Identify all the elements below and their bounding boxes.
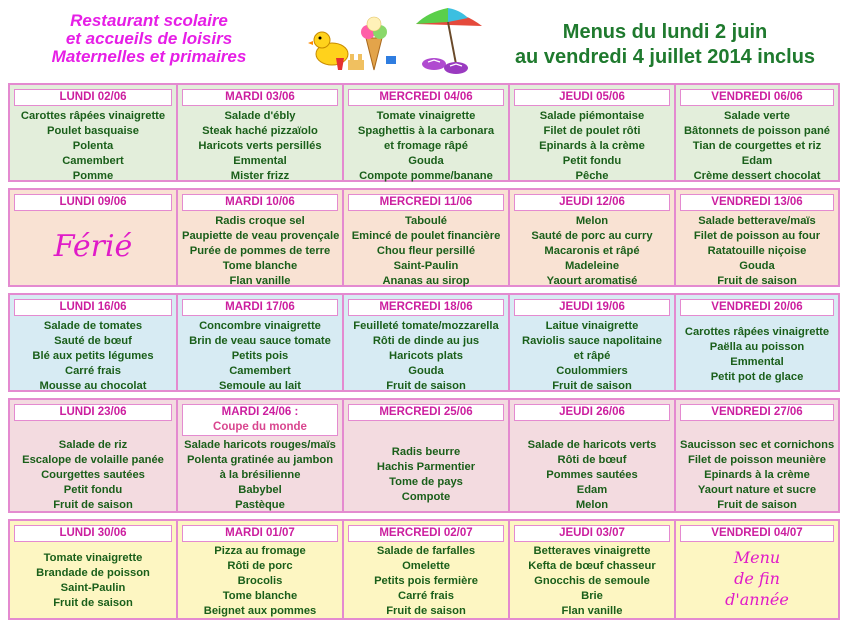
dish: Epinards à la crème <box>704 469 810 481</box>
day-header-label: MARDI 24/06 : <box>221 406 299 418</box>
day-cell <box>176 521 342 618</box>
special-line: d'année <box>725 590 789 609</box>
dish: Feuilleté tomate/mozzarella <box>353 320 499 332</box>
day-cell <box>342 400 508 511</box>
day-header: VENDREDI 06/06 <box>680 89 834 106</box>
dish: Yaourt nature et sucre <box>697 484 817 496</box>
week-row <box>8 188 840 287</box>
dish: Filet de poisson au four <box>693 230 821 242</box>
day-header: MARDI 01/07 <box>182 525 338 542</box>
day-header: VENDREDI 20/06 <box>680 299 834 316</box>
dish: Polenta <box>72 140 114 152</box>
day-cell <box>10 521 176 618</box>
dish: Mousse au chocolat <box>39 380 147 392</box>
dish: Coulommiers <box>556 365 628 377</box>
week-row <box>8 293 840 392</box>
day-header: MERCREDI 25/06 <box>348 404 504 421</box>
dish: Pommes sautées <box>546 469 638 481</box>
week-row <box>8 398 840 513</box>
dish: Carré frais <box>65 365 121 377</box>
dish-list <box>514 109 670 184</box>
end-of-year-menu-label <box>676 547 838 610</box>
day-cell <box>508 85 674 180</box>
dish: Radis croque sel <box>215 215 305 227</box>
dish: Flan vanille <box>229 275 291 287</box>
dish: Compote <box>401 491 451 503</box>
dish: Gnocchis de semoule <box>534 575 650 587</box>
day-header: LUNDI 02/06 <box>14 89 172 106</box>
special-line: Menu <box>733 548 781 567</box>
dish: Haricots plats <box>389 350 463 362</box>
dish: Petits pois <box>231 350 289 362</box>
day-header: JEUDI 12/06 <box>514 194 670 211</box>
dish: Saint-Paulin <box>393 260 459 272</box>
parasol-icon <box>416 8 482 64</box>
dish: Brin de veau sauce tomate <box>189 335 331 347</box>
dish: Salade betterave/maïs <box>698 215 816 227</box>
holiday-label: Férié <box>53 229 133 264</box>
dish: Paupiette de veau provençale <box>182 230 340 242</box>
dish: Salade d'ébly <box>224 110 296 122</box>
dish: Salade de riz <box>58 439 128 451</box>
dish: Fruit de saison <box>717 275 797 287</box>
dish: Fruit de saison <box>386 605 466 617</box>
dish: Hachis Parmentier <box>376 461 476 473</box>
dish: Fruit de saison <box>552 380 632 392</box>
dish: Poulet basquaise <box>46 125 139 137</box>
dish: Raviolis sauce napolitaine <box>522 335 662 347</box>
summer-clipart-icon <box>308 4 488 76</box>
dish: Brocolis <box>237 575 283 587</box>
school-title-line: Maternelles et primaires <box>51 47 247 66</box>
dish: Flan vanille <box>561 605 623 617</box>
dish: Betteraves vinaigrette <box>533 545 651 557</box>
school-title-line: Restaurant scolaire <box>70 11 228 30</box>
dish: Compote pomme/banane <box>359 170 493 182</box>
day-header: JEUDI 05/06 <box>514 89 670 106</box>
dish-list <box>680 325 834 385</box>
dish-list <box>514 544 670 619</box>
dish: Ratatouille niçoise <box>707 245 807 257</box>
dish: Camembert <box>62 155 124 167</box>
dish-list <box>14 319 172 394</box>
day-header <box>182 404 338 436</box>
dish: Ananas au sirop <box>382 275 470 287</box>
school-title <box>14 12 284 66</box>
dish-list <box>514 214 670 289</box>
menu-title <box>500 20 830 70</box>
dish: Petits pois fermière <box>374 575 478 587</box>
dish-list <box>514 438 670 513</box>
dish: Tome de pays <box>389 476 463 488</box>
day-cell <box>342 190 508 285</box>
day-header: MARDI 17/06 <box>182 299 338 316</box>
dish: Edam <box>576 484 608 496</box>
dish-list <box>348 214 504 289</box>
day-cell <box>508 190 674 285</box>
dish-list <box>182 109 338 184</box>
dish: Rôti de bœuf <box>557 454 627 466</box>
dish-list <box>514 319 670 394</box>
dish: Kefta de bœuf chasseur <box>528 560 656 572</box>
day-header: MARDI 10/06 <box>182 194 338 211</box>
dish: Melon <box>575 499 609 511</box>
dish: Laitue vinaigrette <box>545 320 639 332</box>
dish: Fruit de saison <box>53 597 133 609</box>
dish: Madeleine <box>564 260 620 272</box>
day-cell <box>674 190 838 285</box>
dish: Haricots verts persillés <box>198 140 322 152</box>
dish: Radis beurre <box>391 446 461 458</box>
day-header: LUNDI 23/06 <box>14 404 172 421</box>
dish: Carottes râpées vinaigrette <box>20 110 166 122</box>
dish: Mister frizz <box>230 170 290 182</box>
day-cell <box>10 295 176 390</box>
dish: Salade de tomates <box>43 320 143 332</box>
day-cell <box>342 295 508 390</box>
dish: Melon <box>575 215 609 227</box>
flip-flops-icon <box>422 58 468 74</box>
day-header: MERCREDI 04/06 <box>348 89 504 106</box>
dish: Filet de poulet rôti <box>543 125 641 137</box>
dish: Blé aux petits légumes <box>32 350 154 362</box>
dish: Sauté de porc au curry <box>531 230 653 242</box>
dish: Courgettes sautées <box>41 469 145 481</box>
dish-list <box>348 109 504 184</box>
dish: Macaronis et râpé <box>544 245 640 257</box>
day-cell <box>10 85 176 180</box>
dish: Filet de poisson meunière <box>687 454 826 466</box>
dish: Fruit de saison <box>386 380 466 392</box>
day-header: LUNDI 16/06 <box>14 299 172 316</box>
dish-list <box>14 109 172 184</box>
dish-list <box>680 438 834 513</box>
day-cell <box>342 85 508 180</box>
menu-title-line: Menus du lundi 2 juin <box>562 21 768 43</box>
dish: Tomate vinaigrette <box>43 552 143 564</box>
dish: Sauté de bœuf <box>54 335 132 347</box>
dish: Babybel <box>238 484 282 496</box>
dish: Tome blanche <box>222 590 298 602</box>
dish: Petit pot de glace <box>710 371 804 383</box>
day-header: MARDI 03/06 <box>182 89 338 106</box>
dish: Brie <box>581 590 603 602</box>
day-cell <box>674 295 838 390</box>
day-header: JEUDI 19/06 <box>514 299 670 316</box>
dish: Escalope de volaille panée <box>22 454 164 466</box>
ice-cream-icon <box>361 17 387 70</box>
dish: Carré frais <box>398 590 454 602</box>
dish-list <box>348 445 504 505</box>
dish: Pastèque <box>235 499 285 511</box>
day-cell <box>674 85 838 180</box>
special-line: de fin <box>734 569 780 588</box>
dish: Salade de haricots verts <box>527 439 657 451</box>
dish: Gouda <box>739 260 775 272</box>
dish: Salade haricots rouges/maïs <box>184 439 336 451</box>
day-header: JEUDI 26/06 <box>514 404 670 421</box>
dish: Salade de farfalles <box>376 545 476 557</box>
dish-list <box>680 214 834 289</box>
day-header: MERCREDI 11/06 <box>348 194 504 211</box>
dish: Purée de pommes de terre <box>189 245 331 257</box>
dish: Camembert <box>229 365 291 377</box>
dish: Emincé de poulet financière <box>351 230 501 242</box>
dish-list <box>182 544 338 619</box>
dish: Gouda <box>408 155 444 167</box>
dish: Rôti de porc <box>227 560 293 572</box>
day-cell <box>10 190 176 285</box>
dish: Concombre vinaigrette <box>199 320 321 332</box>
day-cell <box>176 295 342 390</box>
day-header-subtitle: Coupe du monde <box>213 421 307 433</box>
day-cell <box>508 295 674 390</box>
dish: Spaghettis à la carbonara <box>357 125 495 137</box>
dish: Tian de courgettes et riz <box>692 140 822 152</box>
dish: Beignet aux pommes <box>203 605 317 617</box>
dish: Carottes râpées vinaigrette <box>684 326 830 338</box>
day-header: MERCREDI 18/06 <box>348 299 504 316</box>
dish: Rôti de dinde au jus <box>372 335 480 347</box>
day-header: LUNDI 30/06 <box>14 525 172 542</box>
dish: Omelette <box>402 560 450 572</box>
menu-title-line: au vendredi 4 juillet 2014 inclus <box>514 46 816 68</box>
dish-list <box>182 438 338 513</box>
day-header: MERCREDI 02/07 <box>348 525 504 542</box>
day-cell <box>176 400 342 511</box>
week-row <box>8 83 840 182</box>
dish: Fruit de saison <box>53 499 133 511</box>
dish: à la brésilienne <box>219 469 301 481</box>
dish: Brandade de poisson <box>36 567 150 579</box>
dish-list <box>14 438 172 513</box>
day-cell <box>674 521 838 618</box>
week-row <box>8 519 840 620</box>
dish: Pizza au fromage <box>214 545 306 557</box>
dish-list <box>348 544 504 619</box>
dish: Steak haché pizzaïolo <box>202 125 318 137</box>
dish: Petit fondu <box>562 155 622 167</box>
dish: Pomme <box>72 170 114 182</box>
dish: Emmental <box>730 356 784 368</box>
dish: Bâtonnets de poisson pané <box>683 125 831 137</box>
dish: Semoule au lait <box>218 380 302 392</box>
dish: Taboulé <box>404 215 448 227</box>
dish: et râpé <box>573 350 611 362</box>
day-header: VENDREDI 13/06 <box>680 194 834 211</box>
dish: Emmental <box>233 155 287 167</box>
dish: Petit fondu <box>63 484 123 496</box>
page-header <box>0 0 850 80</box>
dish: Tome blanche <box>222 260 298 272</box>
school-title-line: et accueils de loisirs <box>65 29 233 48</box>
dish: Fruit de saison <box>717 499 797 511</box>
dish: Tomate vinaigrette <box>376 110 476 122</box>
dish: Saint-Paulin <box>60 582 126 594</box>
dish-list <box>680 109 834 184</box>
day-header: LUNDI 09/06 <box>14 194 172 211</box>
dish-list <box>182 319 338 394</box>
day-cell <box>176 85 342 180</box>
day-header: VENDREDI 27/06 <box>680 404 834 421</box>
dish: Chou fleur persillé <box>376 245 476 257</box>
dish: et fromage râpé <box>384 140 468 152</box>
dish: Paëlla au poisson <box>709 341 805 353</box>
day-cell <box>342 521 508 618</box>
day-cell <box>10 400 176 511</box>
dish: Gouda <box>408 365 444 377</box>
dish: Pêche <box>575 170 609 182</box>
day-cell <box>176 190 342 285</box>
dish-list <box>182 214 338 289</box>
dish: Crème dessert chocolat <box>693 170 821 182</box>
dish-list <box>348 319 504 394</box>
day-cell <box>508 521 674 618</box>
dish: Edam <box>741 155 773 167</box>
dish-list <box>14 551 172 611</box>
day-cell <box>674 400 838 511</box>
dish: Salade piémontaise <box>539 110 645 122</box>
dish: Saucisson sec et cornichons <box>680 439 835 451</box>
day-header: JEUDI 03/07 <box>514 525 670 542</box>
day-cell <box>508 400 674 511</box>
dish: Salade verte <box>724 110 790 122</box>
dish: Epinards à la crème <box>539 140 645 152</box>
dish: Polenta gratinée au jambon <box>186 454 334 466</box>
day-header: VENDREDI 04/07 <box>680 525 834 542</box>
dish: Yaourt aromatisé <box>546 275 638 287</box>
